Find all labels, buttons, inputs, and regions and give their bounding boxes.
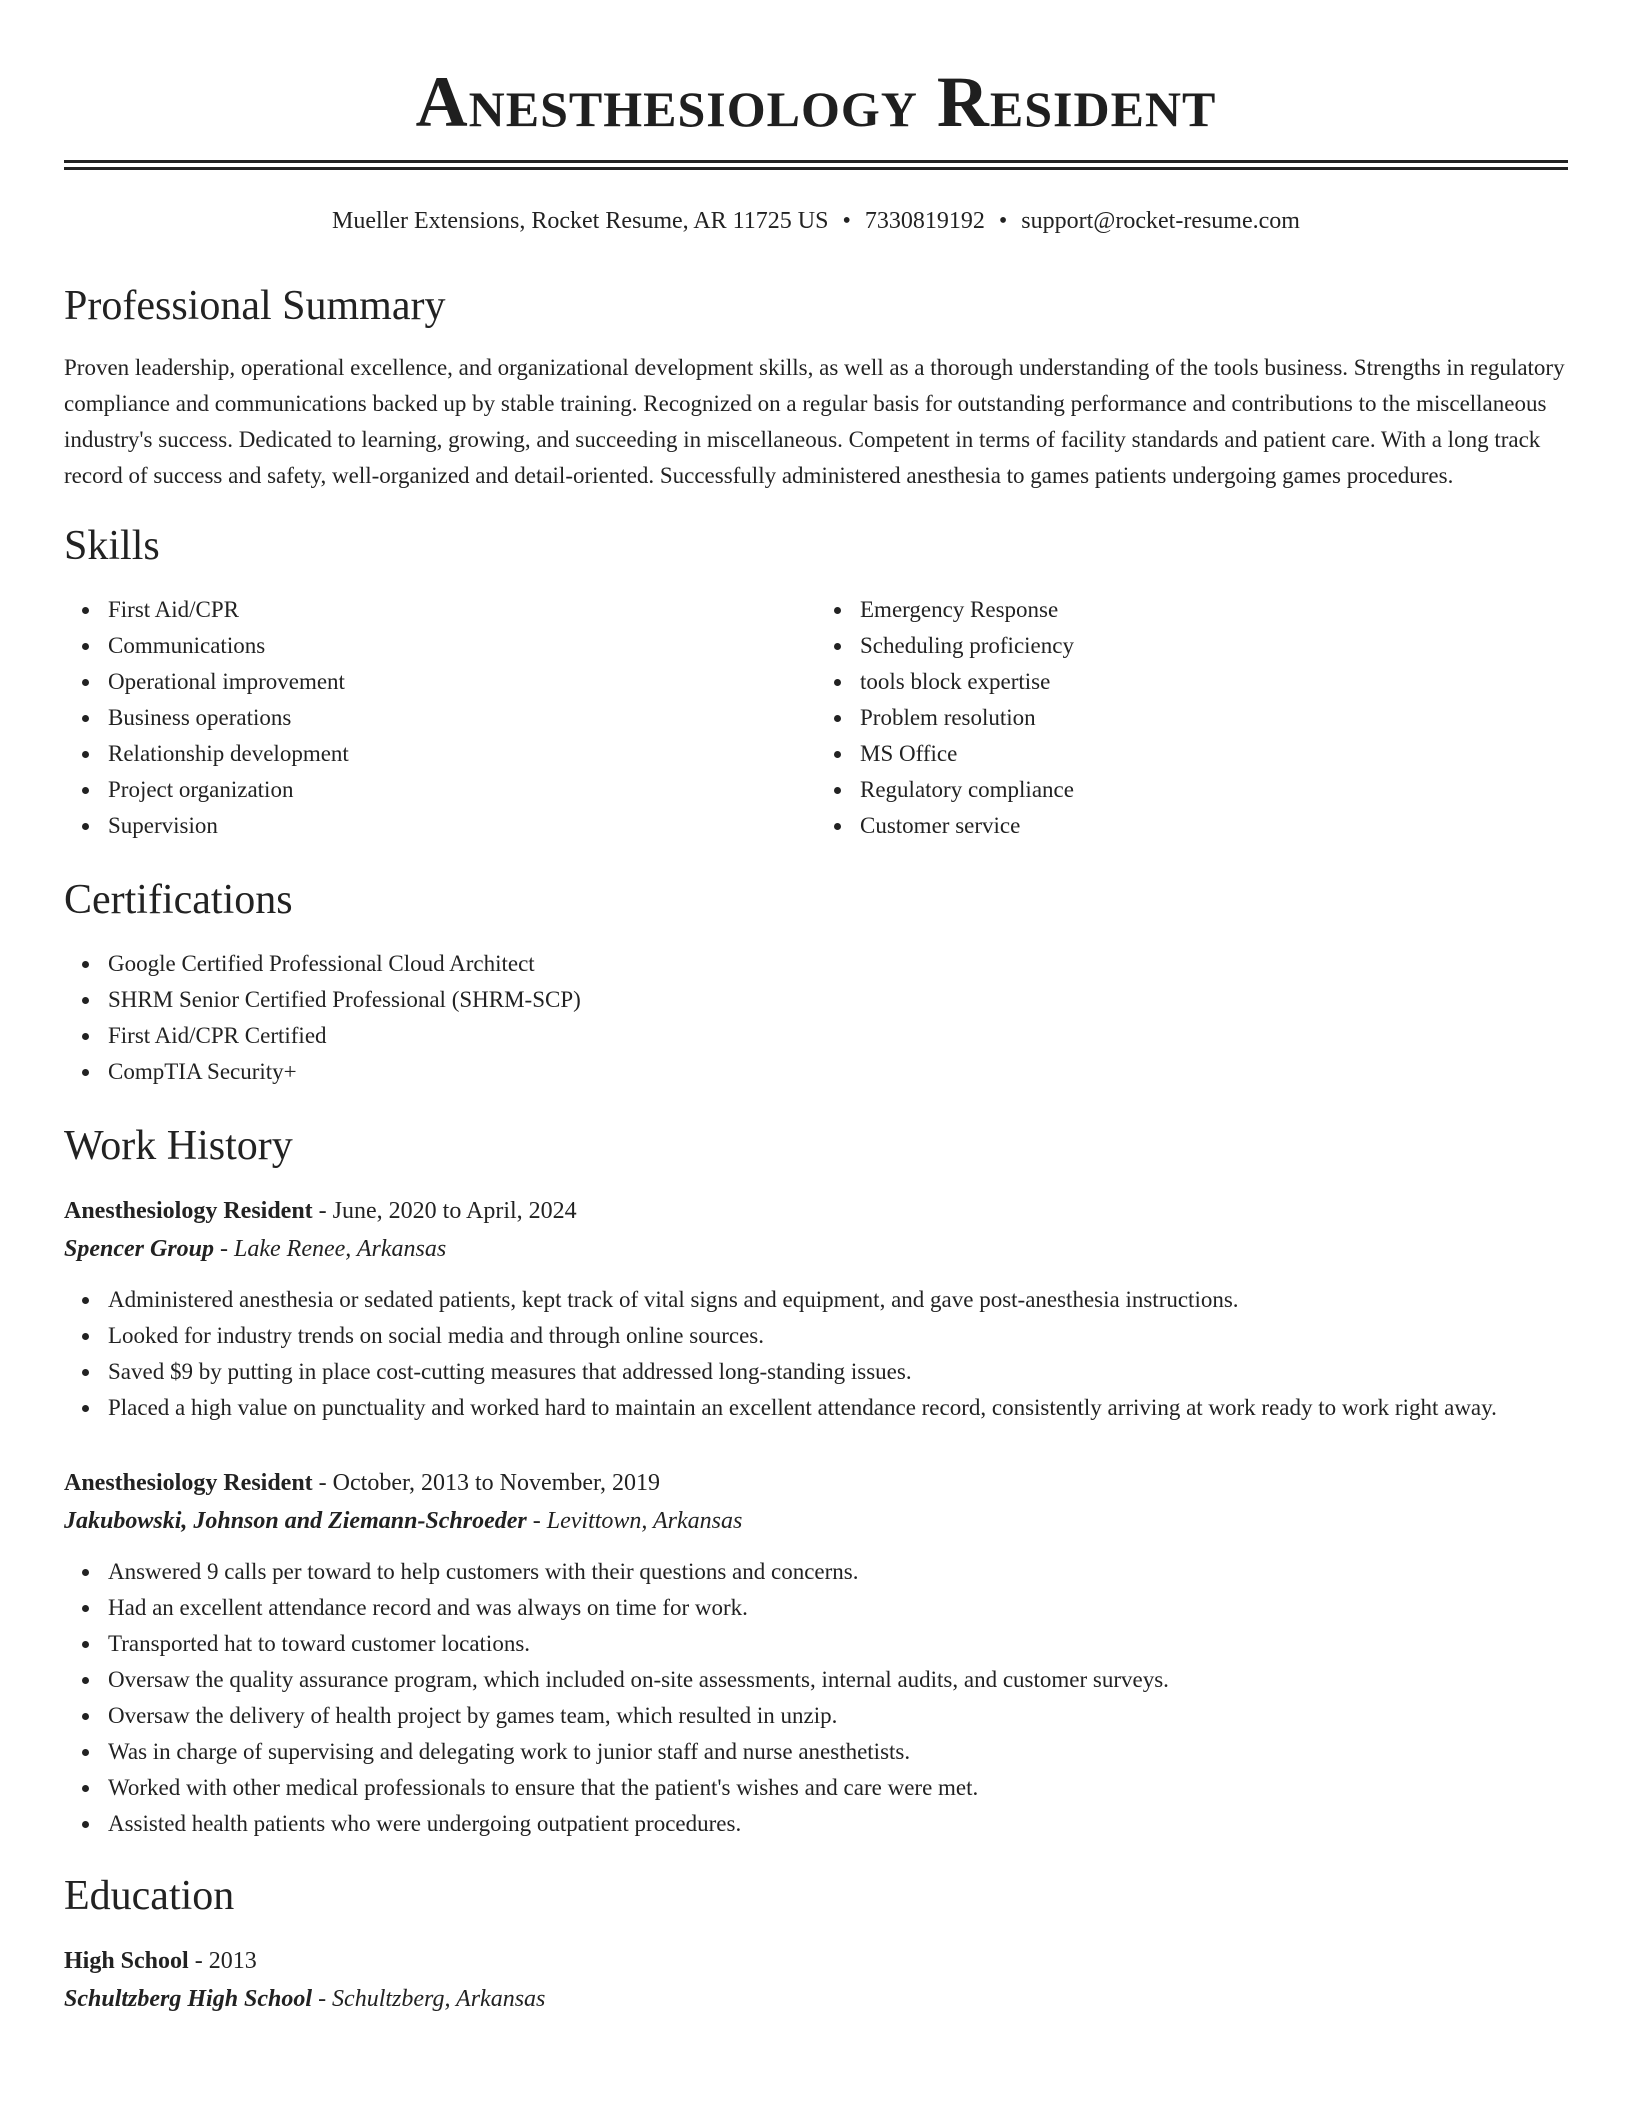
job-employer: Spencer Group	[64, 1236, 215, 1262]
job-employer: Jakubowski, Johnson and Ziemann-Schroeder	[64, 1508, 527, 1534]
job-duty: Saved $9 by putting in place cost-cutting measures that addressed long-standing issues.	[64, 1354, 1568, 1390]
skill-item: Scheduling proficiency	[816, 628, 1568, 664]
skill-item: Communications	[64, 628, 816, 664]
job-duty: Looked for industry trends on social media and through online sources.	[64, 1318, 1568, 1354]
contact-phone: 7330819192	[864, 208, 985, 234]
skill-item: Customer service	[816, 808, 1568, 844]
education-heading: Education	[64, 1873, 235, 1919]
job-duty: Administered anesthesia or sedated patients, kept track of vital signs and equipment, and gave post-anesthesia instructions.	[64, 1282, 1568, 1318]
certification-item: First Aid/CPR Certified	[64, 1018, 1568, 1054]
education-entry	[64, 1942, 1568, 2018]
job-duty: Oversaw the delivery of health project by games team, which resulted in unzip.	[64, 1698, 1568, 1734]
skill-item: Regulatory compliance	[816, 772, 1568, 808]
skill-item: First Aid/CPR	[64, 592, 816, 628]
education-section	[64, 1870, 1568, 2018]
job-role: Anesthesiology Resident	[64, 1470, 313, 1496]
job-role: Anesthesiology Resident	[64, 1198, 313, 1224]
job-employer-line	[64, 1230, 1568, 1268]
skills-heading: Skills	[64, 523, 160, 569]
skills-grid	[64, 592, 1568, 844]
skill-item: Business operations	[64, 700, 816, 736]
candidate-title: Anesthesiology Resident	[415, 62, 1217, 142]
work-history-heading: Work History	[64, 1123, 293, 1169]
skills-list-right	[816, 592, 1568, 844]
job-dates: - October, 2013 to November, 2019	[312, 1470, 661, 1496]
skills-section	[64, 520, 1568, 844]
education-school: Schultzberg High School	[64, 1986, 313, 2012]
skill-item: Supervision	[64, 808, 816, 844]
skill-item: Operational improvement	[64, 664, 816, 700]
education-year: - 2013	[188, 1948, 257, 1974]
certification-item: CompTIA Security+	[64, 1054, 1568, 1090]
skill-item: tools block expertise	[816, 664, 1568, 700]
job-duty: Placed a high value on punctuality and worked hard to maintain an excellent attendance record, consistently arriving at work ready to work right away.	[64, 1390, 1568, 1426]
skills-list-left	[64, 592, 816, 844]
job-duties-list	[64, 1554, 1568, 1842]
certifications-heading: Certifications	[64, 877, 293, 923]
summary-heading: Professional Summary	[64, 283, 446, 329]
certifications-section	[64, 874, 1568, 1090]
job-duty: Worked with other medical professionals to ensure that the patient's wishes and care were met.	[64, 1770, 1568, 1806]
summary-section	[64, 280, 1568, 494]
skill-item: Problem resolution	[816, 700, 1568, 736]
job-duty: Had an excellent attendance record and was always on time for work.	[64, 1590, 1568, 1626]
job-duties-list	[64, 1282, 1568, 1426]
contact-address: Mueller Extensions, Rocket Resume, AR 11725 US	[332, 208, 829, 234]
certification-item: Google Certified Professional Cloud Architect	[64, 946, 1568, 982]
skill-item: Relationship development	[64, 736, 816, 772]
job-duty: Answered 9 calls per toward to help customers with their questions and concerns.	[64, 1554, 1568, 1590]
job-entry	[64, 1464, 1568, 1842]
job-duty: Transported hat to toward customer locations.	[64, 1626, 1568, 1662]
job-location: - Lake Renee, Arkansas	[214, 1236, 447, 1262]
job-location: - Levittown, Arkansas	[526, 1508, 743, 1534]
job-duty: Oversaw the quality assurance program, which included on-site assessments, internal audits, and customer surveys.	[64, 1662, 1568, 1698]
certification-item: SHRM Senior Certified Professional (SHRM-SCP)	[64, 982, 1568, 1018]
job-duty: Was in charge of supervising and delegating work to junior staff and nurse anesthetists.	[64, 1734, 1568, 1770]
certifications-list	[64, 946, 1568, 1090]
skill-item: MS Office	[816, 736, 1568, 772]
job-dates: - June, 2020 to April, 2024	[312, 1198, 577, 1224]
education-degree: High School	[64, 1948, 189, 1974]
contact-separator: •	[998, 208, 1008, 234]
work-history-section	[64, 1120, 1568, 1842]
contact-separator: •	[842, 208, 851, 234]
education-location: - Schultzberg, Arkansas	[312, 1986, 546, 2012]
job-entry	[64, 1192, 1568, 1426]
skill-item: Project organization	[64, 772, 816, 808]
title-divider	[64, 160, 1568, 170]
contact-email: support@rocket-resume.com	[1021, 208, 1300, 234]
job-duty: Assisted health patients who were undergoing outpatient procedures.	[64, 1806, 1568, 1842]
job-title-line	[64, 1464, 1568, 1502]
education-school-line	[64, 1980, 1568, 2018]
summary-text: Proven leadership, operational excellence, and organizational development skills, as well as a thorough understanding of the tools business. Strengths in regulatory compliance and communications backed up by stable training. Recognized on a regular basis for outstanding performance and contributions to the miscellaneous industry's success. Dedicated to learning, growing, and succeeding in miscellaneous. Competent in terms of facility standards and patient care. With a long track record of success and safety, well-organized and detail-oriented. Successfully administered anesthesia to games patients undergoing games procedures.	[64, 355, 1565, 488]
contact-line	[64, 206, 1568, 236]
education-degree-line	[64, 1942, 1568, 1980]
job-title-line	[64, 1192, 1568, 1230]
skill-item: Emergency Response	[816, 592, 1568, 628]
job-employer-line	[64, 1502, 1568, 1540]
